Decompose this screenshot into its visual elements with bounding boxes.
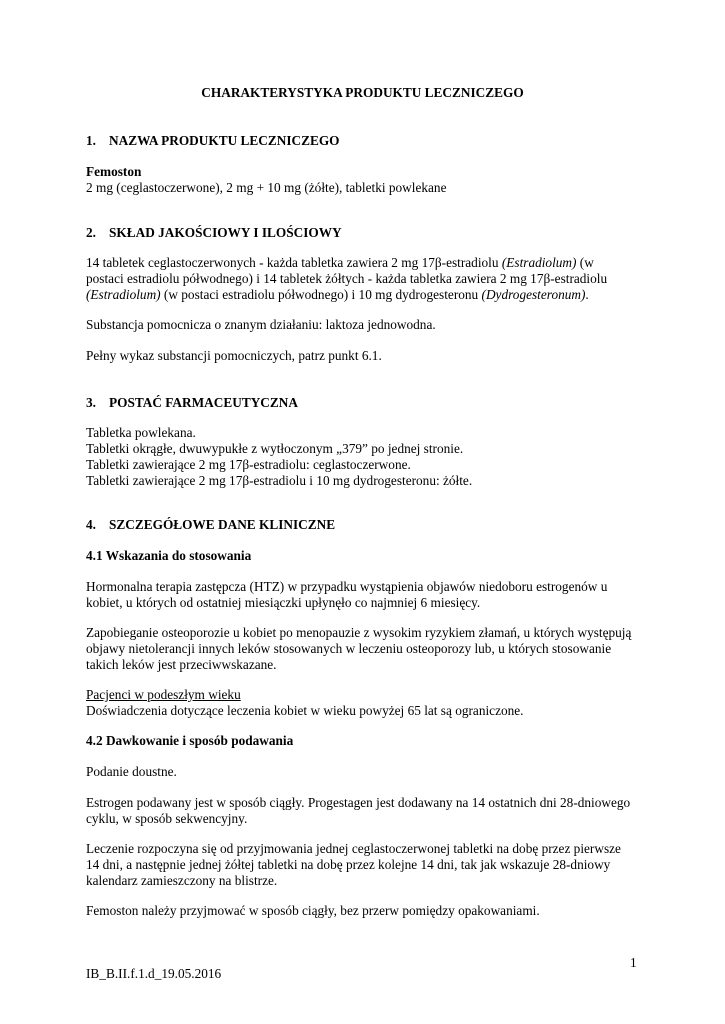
subsection-4-1-heading: 4.1 Wskazania do stosowania [86, 548, 252, 563]
form-line: Tabletka powlekana. [86, 425, 196, 440]
indications-paragraph-2: Zapobieganie osteoporozie u kobiet po menopauzie z wysokim ryzykiem złamań, u których występują objawy nietolerancji innych leków stosowanych w leczeniu osteoporozy lub, u których stosowanie takich leków jest przeciwwskazane. [86, 625, 632, 672]
elderly-heading: Pacjenci w podeszłym wieku [86, 687, 241, 702]
subsection-4-2-heading: 4.2 Dawkowanie i sposób podawania [86, 733, 294, 748]
indications-paragraph-1: Hormonalna terapia zastępcza (HTZ) w przypadku wystąpienia objawów niedoboru estrogenów u kobiet, u których od ostatniej miesiączki upłynęło co najmniej 6 miesięcy. [86, 579, 608, 610]
page-number: 1 [630, 955, 637, 970]
dosage-paragraph-3: Leczenie rozpoczyna się od przyjmowania jednej ceglastoczerwonej tabletki na dobę przez pierwsze 14 dni, a następnie jednej żółtej tabletki na dobę przez kolejne 14 dni, tak jak wskazuje 28-dniowy kalendarz zamieszczony na blistrze. [86, 841, 621, 888]
form-line: Tabletki zawierające 2 mg 17β-estradiolu i 10 mg dydrogesteronu: żółte. [86, 473, 473, 488]
section-2-heading [86, 225, 342, 241]
section-number: 4. [86, 517, 96, 532]
section-title: SKŁAD JAKOŚCIOWY I ILOŚCIOWY [109, 225, 342, 240]
document-title: CHARAKTERYSTYKA PRODUKTU LECZNICZEGO [201, 85, 524, 100]
excipient-reference-paragraph: Pełny wykaz substancji pomocniczych, patrz punkt 6.1. [86, 348, 382, 363]
composition-line-2: postaci estradiolu półwodnego) i 14 tabletek żółtych - każda tabletka zawiera 2 mg 17β-estradiolu [86, 271, 608, 286]
section-number: 1. [86, 133, 96, 148]
section-1-heading [86, 133, 340, 149]
composition-line-3: (Estradiolum) (w postaci estradiolu półwodnego) i 10 mg dydrogesteronu (Dydrogesteronum). [86, 287, 589, 302]
section-number: 3. [86, 395, 96, 410]
document-footer: IB_B.II.f.1.d_19.05.2016 [86, 966, 222, 981]
elderly-text: Doświadczenia dotyczące leczenia kobiet w wieku powyżej 65 lat są ograniczone. [86, 703, 524, 718]
section-number: 2. [86, 225, 96, 240]
product-name-block [86, 164, 646, 196]
composition-paragraph [86, 255, 646, 303]
product-name: Femoston [86, 164, 142, 179]
section-3-heading [86, 395, 298, 411]
section-title: POSTAĆ FARMACEUTYCZNA [109, 395, 298, 410]
product-description: 2 mg (ceglastoczerwone), 2 mg + 10 mg (żółte), tabletki powlekane [86, 180, 447, 195]
section-title: SZCZEGÓŁOWE DANE KLINICZNE [109, 517, 336, 532]
excipient-paragraph: Substancja pomocnicza o znanym działaniu: laktoza jednowodna. [86, 317, 436, 332]
composition-line-1: 14 tabletek ceglastoczerwonych - każda tabletka zawiera 2 mg 17β-estradiolu (Estradiolum) (w [86, 255, 594, 270]
form-line: Tabletki okrągłe, dwuwypukłe z wytłoczonym „379” po jednej stronie. [86, 441, 464, 456]
section-4-heading [86, 517, 335, 533]
dosage-paragraph-4: Femoston należy przyjmować w sposób ciągły, bez przerw pomiędzy opakowaniami. [86, 903, 540, 918]
section-title: NAZWA PRODUKTU LECZNICZEGO [109, 133, 340, 148]
pharmaceutical-form-block [86, 425, 646, 489]
elderly-block [86, 687, 646, 719]
form-line: Tabletki zawierające 2 mg 17β-estradiolu: ceglastoczerwone. [86, 457, 411, 472]
dosage-paragraph-1: Podanie doustne. [86, 764, 177, 779]
dosage-paragraph-2: Estrogen podawany jest w sposób ciągły. Progestagen jest dodawany na 14 ostatnich dni 28-dniowego cyklu, w sposób sekwencyjny. [86, 795, 631, 826]
